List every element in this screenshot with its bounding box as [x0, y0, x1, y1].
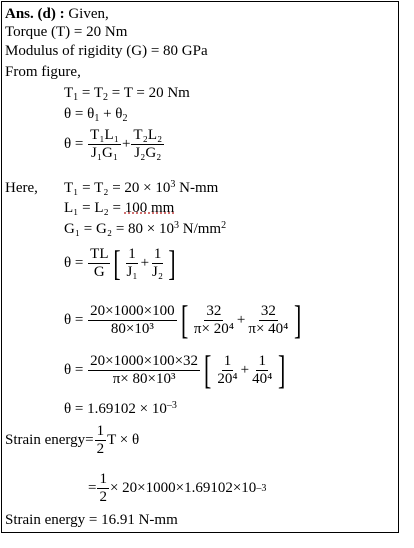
strain-energy-substituted: = $\frac{1}{2}$ × 20×1000×1.69102×10 –3 [88, 471, 267, 505]
answer-heading [5, 6, 109, 23]
length-values-eq: L₁ = L₂ = 100 mm [64, 200, 175, 216]
here-label: Here, [5, 180, 38, 196]
modulus-line: Modulus of rigidity (G) = 80 GPa [5, 43, 208, 59]
modulus-values-eq: $G_1 = G_2 = 80 \times 10^3$ $N/mm^2$ [64, 220, 227, 237]
from-figure-line: From figure, [5, 64, 81, 80]
strain-energy-formula: Strain energy = $\frac{1}{2}$ T × θ [5, 423, 140, 457]
torque-line: Torque (T) = 20 Nm [5, 24, 128, 40]
torque-values-eq: $T_1 = T_2 = 20 \times 10^3$ N-mm [64, 179, 219, 196]
torque-equality-eq: $T_1 = T_2 = T = 20$ Nm [64, 85, 190, 103]
theta-formula-eq: θ = $\frac{\text{T₁L₁}}{\text{J₁G₁}}$ + $\frac{\text{T₂L₂}}{\text{J₂G₂}}$ [64, 127, 163, 161]
theta-tl-eq: θ = $\frac{TL}{G}$ [ $\frac{1}{\text{J₁}}$ + $\frac{1}{\text{J₂}}$ ] [64, 243, 176, 283]
theta-substituted-eq: θ = $\frac{20\times 1000\times 100}{\text{80×10³}}$ [ $\frac{32}{\text{π× 20⁴}}$ + $\frac{32}{\text{π× 40⁴}}$ ] [64, 297, 302, 342]
theta-sum-eq: $\theta = \theta_1 + \theta_2$ [64, 106, 128, 124]
strain-energy-result: Strain energy = 16.91 N-mm [5, 512, 178, 528]
given-text: Given, [64, 6, 109, 22]
answer-label: Ans. (d) : [5, 6, 65, 22]
theta-simplified-eq: θ = $\frac{20\times 1000\times 100\times 32}{\text{π× 80×10³}}$ [ $\frac{1}{\text{20⁴}}$ + $\frac{1}{\text{40⁴}}$ ] [64, 347, 286, 392]
theta-result-eq: $\theta = 1.69102 \times 10^{-3}$ [64, 400, 177, 417]
